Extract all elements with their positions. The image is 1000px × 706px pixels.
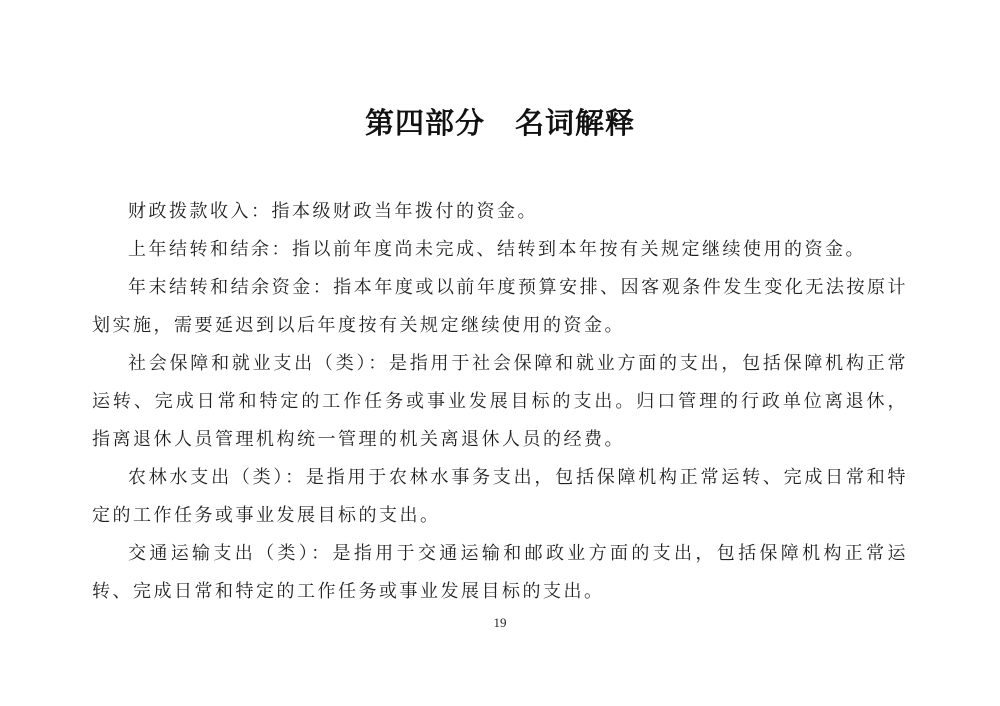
paragraph-prior-year-carryover: 上年结转和结余：指以前年度尚未完成、结转到本年按有关规定继续使用的资金。: [128, 239, 866, 259]
page-title: 第四部分 名词解释: [364, 108, 635, 140]
document-content: [92, 192, 908, 610]
page-number: 19: [493, 615, 507, 630]
paragraph-year-end-carryover-funds: 年末结转和结余资金：指本年度或以前年度预算安排、因客观条件发生变化无法按原计划实施，需要延迟到以后年度按有关规定继续使用的资金。: [92, 277, 908, 335]
paragraph-social-security-employment-expenditure: 社会保障和就业支出（类）：是指用于社会保障和就业方面的支出，包括保障机构正常运转、完成日常和特定的工作任务或事业发展目标的支出。归口管理的行政单位离退休，指离退休人员管理机构统一管理的机关离退休人员的经费。: [92, 353, 908, 449]
paragraph-fiscal-appropriation-income: 财政拨款收入：指本级财政当年拨付的资金。: [128, 201, 538, 221]
paragraph-agriculture-forestry-water-expenditure: 农林水支出（类）：是指用于农林水事务支出，包括保障机构正常运转、完成日常和特定的工作任务或事业发展目标的支出。: [92, 467, 908, 525]
paragraph-transportation-expenditure: 交通运输支出（类）：是指用于交通运输和邮政业方面的支出，包括保障机构正常运转、完成日常和特定的工作任务或事业发展目标的支出。: [92, 543, 908, 601]
